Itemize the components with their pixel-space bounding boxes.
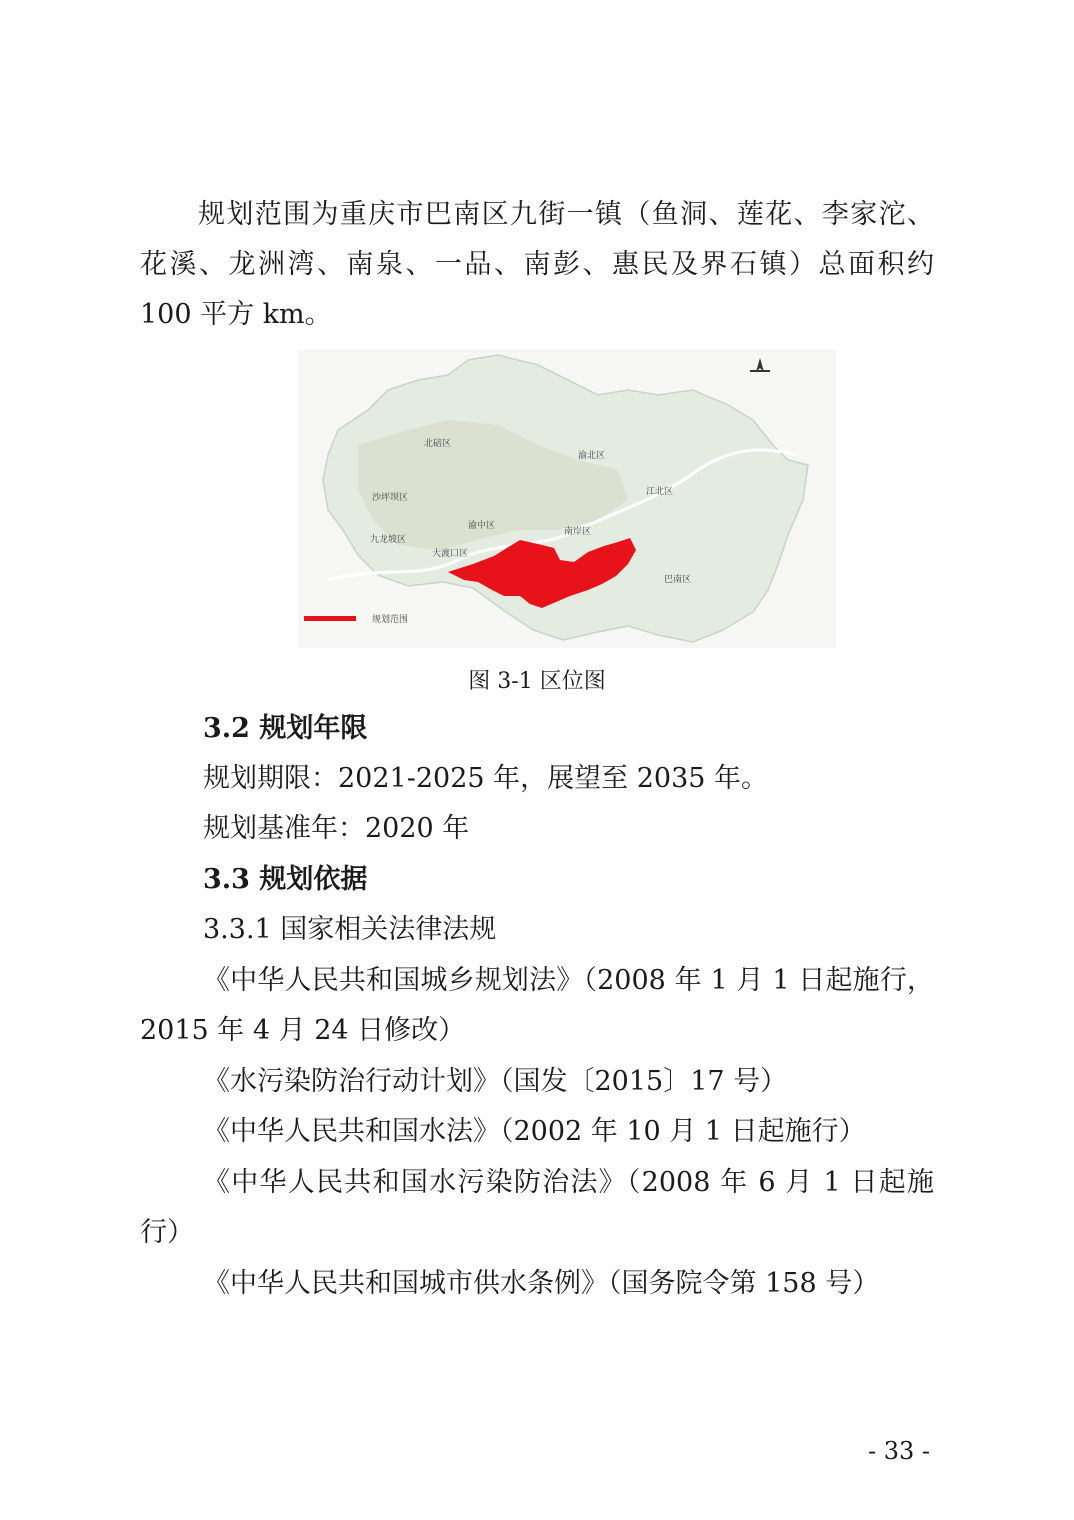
label-banan: 巴南区 xyxy=(664,575,692,585)
section-3-3-heading: 3.3 规划依据 xyxy=(203,864,368,895)
section-3-2-heading: 3.2 规划年限 xyxy=(203,713,368,744)
section-3-3-1-heading: 3.3.1 国家相关法律法规 xyxy=(203,914,497,945)
legend-swatch xyxy=(304,616,356,621)
base-year: 规划基准年：2020 年 xyxy=(203,813,470,844)
law-item-4-cont: 行） xyxy=(140,1217,194,1248)
label-yuzhong: 渝中区 xyxy=(468,521,496,531)
label-beibei: 北碚区 xyxy=(424,439,452,449)
location-map xyxy=(298,350,836,648)
label-shapingba: 沙坪坝区 xyxy=(372,493,409,503)
intro-line-2: 花溪、龙洲湾、南泉、一品、南彭、惠民及界石镇）总面积约 xyxy=(140,249,934,280)
law-item-4: 《中华人民共和国水污染防治法》（2008 年 6 月 1 日起施 xyxy=(203,1167,934,1198)
page-number: - 33 - xyxy=(867,1437,930,1465)
location-map-svg xyxy=(298,350,836,648)
intro-line-1: 规划范围为重庆市巴南区九街一镇（鱼洞、莲花、李家沱、 xyxy=(198,199,934,230)
planning-period: 规划期限：2021-2025 年，展望至 2035 年。 xyxy=(203,763,769,794)
label-yubei: 渝北区 xyxy=(578,451,606,461)
intro-line-3: 100 平方 km。 xyxy=(140,299,332,330)
law-item-3: 《中华人民共和国水法》（2002 年 10 月 1 日起施行） xyxy=(203,1116,866,1147)
law-item-2: 《水污染防治行动计划》（国发〔2015〕17 号） xyxy=(203,1066,788,1097)
law-item-1-cont: 2015 年 4 月 24 日修改） xyxy=(140,1015,466,1046)
label-jiangbei: 江北区 xyxy=(646,487,674,497)
label-nanan: 南岸区 xyxy=(564,527,592,537)
figure-caption: 图 3-1 区位图 xyxy=(468,669,606,694)
label-dadukou: 大渡口区 xyxy=(432,549,469,559)
law-item-5: 《中华人民共和国城市供水条例》（国务院令第 158 号） xyxy=(203,1268,880,1299)
label-jiulongpo: 九龙坡区 xyxy=(370,535,407,545)
law-item-1: 《中华人民共和国城乡规划法》（2008 年 1 月 1 日起施行， xyxy=(203,965,934,996)
legend-label: 规划范围 xyxy=(372,615,409,625)
